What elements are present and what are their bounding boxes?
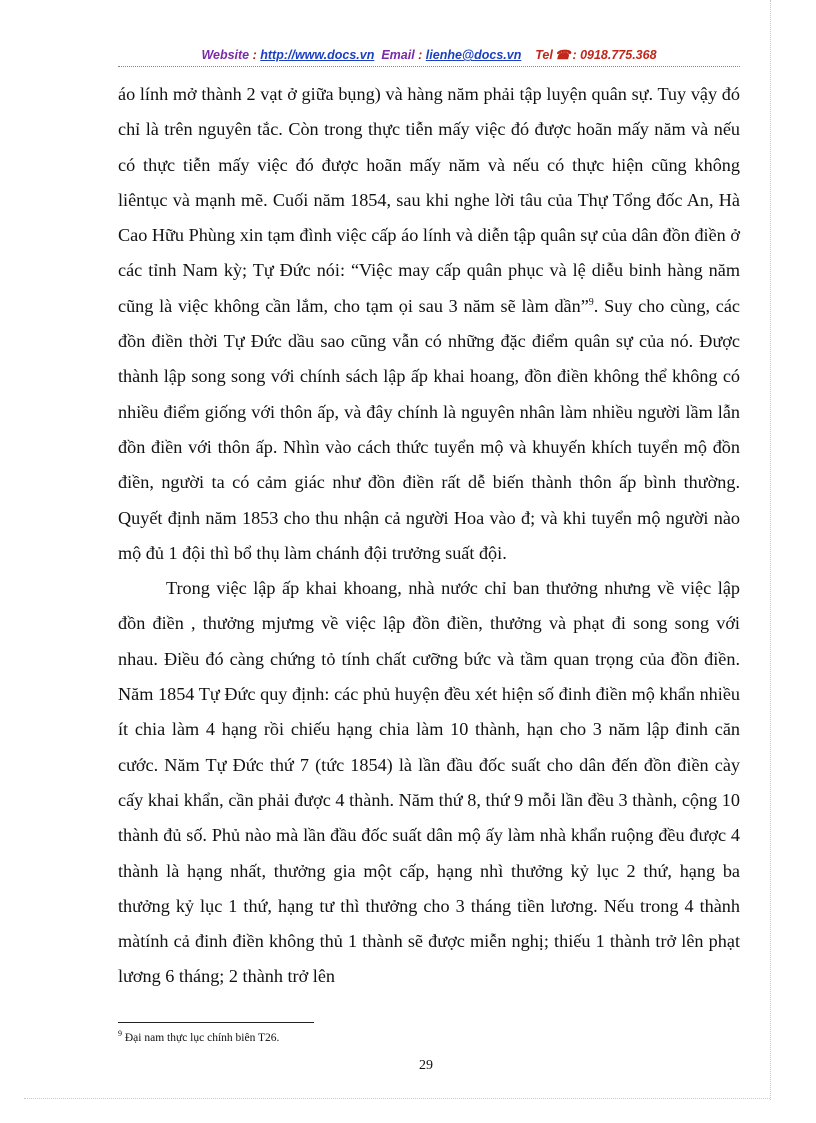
header-separator: : [414, 48, 426, 62]
paragraph [118, 77, 740, 571]
page-number: 29 [419, 1058, 433, 1073]
body-text [118, 77, 740, 995]
header-separator: : [249, 48, 261, 62]
paragraph: Trong việc lập ấp khai khoang, nhà nước chỉ ban thưởng nhưng về việc lập đồn điền , thưởng mjưmg về việc lập đồn điền, thưởng và phạt đi song song với nhau. Điều đó càng chứng tỏ tính chất cưỡng bức và tầm quan trọng của đồn điền. Năm 1854 Tự Đức quy định: các phủ huyện đều xét hiện số đinh điền mộ khẩn nhiều ít chia làm 4 hạng rồi chiếu hạng chia làm 10 thành, hạn cho 3 năm lập đinh căn cước. Năm Tự Đức thứ 7 (tức 1854) là lần đầu đốc suất cho dân đến đồn điền cày cấy khai khẩn, cần phải được 4 thành. Năm thứ 8, thứ 9 mỗi lần đều 3 thành, cộng 10 thành đủ số. Phủ nào mà lần đầu đốc suất dân mộ ấy làm nhà khẩn ruộng đều được 4 thành là hạng nhất, thưởng gia một cấp, hạng nhì thưởng kỷ lục 2 thứ, hạng ba thưởng kỷ lục 1 thứ, hạng tư thì thưởng cho 3 tháng tiền lương. Nếu trong 4 thành màtính cả đinh điền không thủ 1 thành sẽ được miễn nghị; thiếu 1 thành trở lên phạt lương 6 tháng; 2 thành trở lên [118, 578, 740, 987]
footnote [118, 1031, 740, 1045]
paragraph-text: áo lính mở thành 2 vạt ở giữa bụng) và hàng năm phải tập luyện quân sự. Tuy vậy đó chỉ là trên nguyên tắc. Còn trong thực tiễn mấy việc đó được hoãn mấy năm và nếu có thực tiễn mấy việc đó được hoãn mấy năm và nếu có thực hiện cũng không liêntục và mạnh mẽ. Cuối năm 1854, sau khi nghe lời tâu của Thự Tổng đốc An, Hà Cao Hữu Phùng xin tạm đình việc cấp áo lính và diễn tập quân sự của dân đồn điền ở các tỉnh Nam kỳ; Tự Đức nói: “Việc may cấp quân phục và lệ diễu binh hàng năm cũng là việc không cần lắm, cho tạm ọi sau 3 năm sẽ làm dần” [118, 84, 740, 316]
phone-number: : 0918.775.368 [572, 48, 657, 62]
email-link[interactable]: lienhe@docs.vn [425, 48, 522, 62]
page-boundary-right [770, 0, 771, 1100]
email-label: Email [381, 48, 415, 62]
footnote-text: Đại nam thực lục chính biên T26. [122, 1032, 280, 1044]
phone-icon: ☎ [554, 48, 571, 62]
paragraph-text: . Suy cho cùng, các đồn điền thời Tự Đức dầu sao cũng vẫn có những đặc điểm quân sự của nó. Được thành lập song song với chính sách lập ấp khai hoang, đồn điền không thể không có nhiều điểm giống với thôn ấp, và đây chính là nguyên nhân làm nhiều người lầm lẫn đồn điền với thôn ấp. Nhìn vào cách thức tuyển mộ và khuyến khích tuyển mộ đồn điền, người ta có cảm giác như đồn điền rất dễ biến thành thôn ấp bình thường. Quyết định năm 1853 cho thu nhận cả người Hoa vào đ; và khi tuyển mộ người nào mộ đủ 1 đội thì bổ thụ làm chánh đội trưởng suất đội. [118, 295, 740, 563]
website-link[interactable]: http://www.docs.vn [260, 48, 375, 62]
page-boundary-bottom [24, 1098, 770, 1099]
header-divider [118, 66, 740, 67]
footnote-reference[interactable]: 9 [588, 296, 594, 308]
footnote-number: 9 [118, 1029, 122, 1039]
tel-label: Tel [535, 48, 553, 62]
page-header [118, 47, 740, 67]
website-label: Website [201, 48, 250, 62]
footnote-divider [118, 1022, 314, 1023]
